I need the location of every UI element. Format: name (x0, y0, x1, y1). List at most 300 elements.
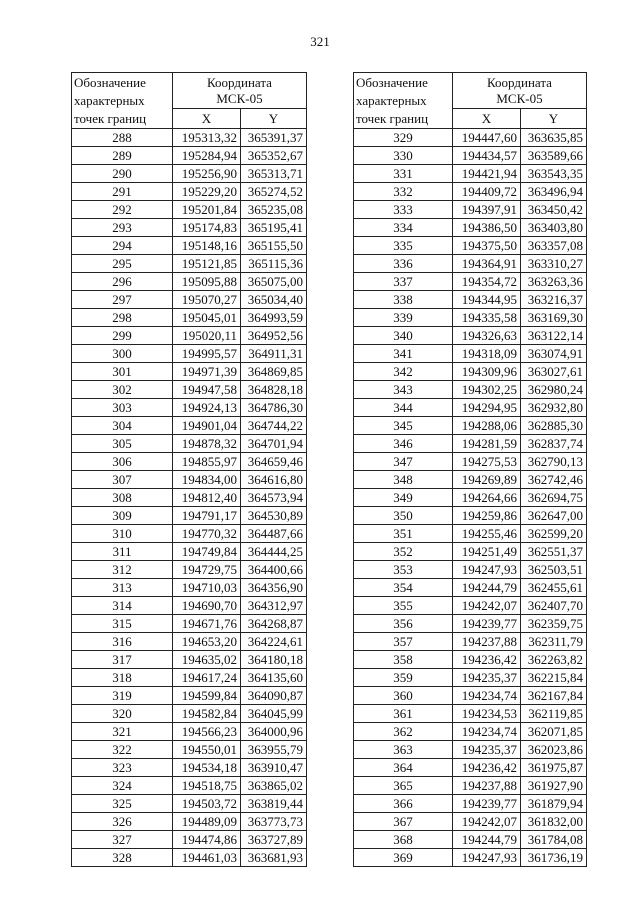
table-row (354, 507, 587, 525)
point-label-header (72, 73, 173, 129)
table-row (72, 723, 307, 741)
point-number-cell: 326 (72, 813, 173, 831)
x-coordinate-cell: 194244,79 (453, 579, 521, 597)
y-coordinate-cell: 362503,51 (521, 561, 587, 579)
point-number-cell: 350 (354, 507, 453, 525)
table-row (354, 165, 587, 183)
x-coordinate-cell: 194878,32 (173, 435, 241, 453)
table-row (72, 741, 307, 759)
x-coordinate-cell: 194770,32 (173, 525, 241, 543)
y-coordinate-cell: 362790,13 (521, 453, 587, 471)
point-number-cell: 345 (354, 417, 453, 435)
y-coordinate-cell: 362980,24 (521, 381, 587, 399)
y-coordinate-cell: 362647,00 (521, 507, 587, 525)
y-coordinate-cell: 362551,37 (521, 543, 587, 561)
point-number-cell: 313 (72, 579, 173, 597)
point-number-cell: 305 (72, 435, 173, 453)
x-coordinate-cell: 194364,91 (453, 255, 521, 273)
table-row (72, 777, 307, 795)
y-coordinate-cell: 363819,44 (241, 795, 307, 813)
y-coordinate-cell: 363589,66 (521, 147, 587, 165)
y-coordinate-cell: 364045,99 (241, 705, 307, 723)
coordinate-title-line-2: МСК-05 (496, 90, 543, 106)
y-coordinate-cell: 363865,02 (241, 777, 307, 795)
x-coordinate-cell: 194635,02 (173, 651, 241, 669)
point-number-cell: 341 (354, 345, 453, 363)
point-number-cell: 331 (354, 165, 453, 183)
x-coordinate-cell: 194409,72 (453, 183, 521, 201)
table-row (354, 543, 587, 561)
x-coordinate-cell: 194671,76 (173, 615, 241, 633)
y-coordinate-cell: 364952,56 (241, 327, 307, 345)
y-coordinate-cell: 364312,97 (241, 597, 307, 615)
point-number-cell: 346 (354, 435, 453, 453)
table-row (354, 291, 587, 309)
x-coordinate-cell: 194239,77 (453, 795, 521, 813)
x-coordinate-cell: 194251,49 (453, 543, 521, 561)
coordinate-title-line-2: МСК-05 (216, 90, 263, 106)
table-row (72, 219, 307, 237)
y-coordinate-cell: 364224,61 (241, 633, 307, 651)
point-number-cell: 292 (72, 201, 173, 219)
point-number-cell: 299 (72, 327, 173, 345)
table-row (354, 489, 587, 507)
table-row (72, 525, 307, 543)
table-row (354, 849, 587, 867)
x-coordinate-cell: 194239,77 (453, 615, 521, 633)
table-row (354, 237, 587, 255)
x-coordinate-cell: 194447,60 (453, 129, 521, 147)
table-row (354, 183, 587, 201)
x-coordinate-cell: 194434,57 (453, 147, 521, 165)
point-number-cell: 298 (72, 309, 173, 327)
x-coordinate-cell: 194247,93 (453, 849, 521, 867)
point-number-cell: 363 (354, 741, 453, 759)
x-coordinate-cell: 194275,53 (453, 453, 521, 471)
coordinate-header (453, 73, 587, 109)
y-coordinate-cell: 364487,66 (241, 525, 307, 543)
y-coordinate-cell: 364828,18 (241, 381, 307, 399)
point-number-cell: 357 (354, 633, 453, 651)
table-row (72, 417, 307, 435)
y-coordinate-cell: 362455,61 (521, 579, 587, 597)
table-row (354, 471, 587, 489)
table-row (354, 201, 587, 219)
table-row (354, 795, 587, 813)
point-number-cell: 336 (354, 255, 453, 273)
y-coordinate-cell: 362599,20 (521, 525, 587, 543)
y-coordinate-cell: 362263,82 (521, 651, 587, 669)
y-coordinate-cell: 365391,37 (241, 129, 307, 147)
point-number-cell: 319 (72, 687, 173, 705)
y-coordinate-cell: 364135,60 (241, 669, 307, 687)
y-coordinate-cell: 364530,89 (241, 507, 307, 525)
point-number-cell: 339 (354, 309, 453, 327)
point-number-cell: 349 (354, 489, 453, 507)
x-coordinate-cell: 194834,00 (173, 471, 241, 489)
point-label-header (354, 73, 453, 129)
table-row (72, 327, 307, 345)
x-coordinate-cell: 195095,88 (173, 273, 241, 291)
table-row (354, 687, 587, 705)
x-coordinate-cell: 194971,39 (173, 363, 241, 381)
x-coordinate-cell: 194386,50 (453, 219, 521, 237)
point-number-cell: 304 (72, 417, 173, 435)
y-coordinate-cell: 362407,70 (521, 597, 587, 615)
coordinates-table-left (71, 72, 307, 867)
y-coordinate-cell: 363027,61 (521, 363, 587, 381)
y-coordinate-cell: 365115,36 (241, 255, 307, 273)
point-number-cell: 315 (72, 615, 173, 633)
y-coordinate-cell: 362215,84 (521, 669, 587, 687)
x-coordinate-cell: 194235,37 (453, 741, 521, 759)
point-number-cell: 354 (354, 579, 453, 597)
x-coordinate-cell: 194236,42 (453, 759, 521, 777)
point-number-cell: 300 (72, 345, 173, 363)
x-coordinate-cell: 194302,25 (453, 381, 521, 399)
table-row (354, 327, 587, 345)
y-coordinate-cell: 364616,80 (241, 471, 307, 489)
y-coordinate-cell: 364911,31 (241, 345, 307, 363)
point-label-line-1: Обозначение (356, 75, 428, 90)
y-coordinate-cell: 362359,75 (521, 615, 587, 633)
point-number-cell: 358 (354, 651, 453, 669)
y-coordinate-cell: 364701,94 (241, 435, 307, 453)
x-coordinate-cell: 195020,11 (173, 327, 241, 345)
table-row (354, 129, 587, 147)
x-coordinate-cell: 194582,84 (173, 705, 241, 723)
point-number-cell: 321 (72, 723, 173, 741)
table-row (354, 669, 587, 687)
table-row (72, 669, 307, 687)
x-coordinate-cell: 194354,72 (453, 273, 521, 291)
table-row (354, 579, 587, 597)
y-coordinate-cell: 362742,46 (521, 471, 587, 489)
x-coordinate-cell: 194534,18 (173, 759, 241, 777)
point-number-cell: 291 (72, 183, 173, 201)
x-coordinate-cell: 194461,03 (173, 849, 241, 867)
x-header: X (453, 109, 521, 129)
table-row (72, 147, 307, 165)
x-coordinate-cell: 194617,24 (173, 669, 241, 687)
x-coordinate-cell: 194421,94 (453, 165, 521, 183)
point-number-cell: 311 (72, 543, 173, 561)
table-row (354, 345, 587, 363)
point-number-cell: 362 (354, 723, 453, 741)
x-coordinate-cell: 194237,88 (453, 633, 521, 651)
x-coordinate-cell: 194309,96 (453, 363, 521, 381)
y-coordinate-cell: 363773,73 (241, 813, 307, 831)
y-coordinate-cell: 364869,85 (241, 363, 307, 381)
x-coordinate-cell: 194234,74 (453, 723, 521, 741)
y-coordinate-cell: 364659,46 (241, 453, 307, 471)
table-row (72, 633, 307, 651)
table-row (354, 705, 587, 723)
y-coordinate-cell: 362119,85 (521, 705, 587, 723)
point-number-cell: 302 (72, 381, 173, 399)
x-coordinate-cell: 194259,86 (453, 507, 521, 525)
table-row (354, 309, 587, 327)
y-coordinate-cell: 365274,52 (241, 183, 307, 201)
table-row (72, 489, 307, 507)
y-coordinate-cell: 364090,87 (241, 687, 307, 705)
table-row (72, 507, 307, 525)
y-coordinate-cell: 364400,66 (241, 561, 307, 579)
y-coordinate-cell: 363450,42 (521, 201, 587, 219)
y-coordinate-cell: 362932,80 (521, 399, 587, 417)
point-number-cell: 338 (354, 291, 453, 309)
point-number-cell: 312 (72, 561, 173, 579)
y-coordinate-cell: 364268,87 (241, 615, 307, 633)
table-row (72, 255, 307, 273)
x-coordinate-cell: 194335,58 (453, 309, 521, 327)
x-coordinate-cell: 194690,70 (173, 597, 241, 615)
point-number-cell: 301 (72, 363, 173, 381)
point-number-cell: 314 (72, 597, 173, 615)
point-number-cell: 365 (354, 777, 453, 795)
y-coordinate-cell: 364993,59 (241, 309, 307, 327)
point-number-cell: 348 (354, 471, 453, 489)
table-row (72, 561, 307, 579)
x-coordinate-cell: 194264,66 (453, 489, 521, 507)
x-coordinate-cell: 194503,72 (173, 795, 241, 813)
y-coordinate-cell: 362071,85 (521, 723, 587, 741)
table-row (354, 435, 587, 453)
table-row (72, 615, 307, 633)
x-coordinate-cell: 194247,93 (453, 561, 521, 579)
y-coordinate-cell: 363727,89 (241, 831, 307, 849)
table-row (354, 831, 587, 849)
y-coordinate-cell: 365155,50 (241, 237, 307, 255)
table-row (72, 237, 307, 255)
y-coordinate-cell: 363074,91 (521, 345, 587, 363)
x-coordinate-cell: 195256,90 (173, 165, 241, 183)
y-coordinate-cell: 365352,67 (241, 147, 307, 165)
y-header: Y (241, 109, 307, 129)
x-coordinate-cell: 194749,84 (173, 543, 241, 561)
point-number-cell: 294 (72, 237, 173, 255)
y-coordinate-cell: 363216,37 (521, 291, 587, 309)
y-coordinate-cell: 363635,85 (521, 129, 587, 147)
y-coordinate-cell: 363122,14 (521, 327, 587, 345)
x-coordinate-cell: 195148,16 (173, 237, 241, 255)
table-row (354, 723, 587, 741)
point-number-cell: 347 (354, 453, 453, 471)
point-number-cell: 289 (72, 147, 173, 165)
point-number-cell: 329 (354, 129, 453, 147)
table-row (354, 597, 587, 615)
point-number-cell: 309 (72, 507, 173, 525)
coordinate-title-line-1: Координата (487, 74, 552, 90)
point-number-cell: 325 (72, 795, 173, 813)
x-coordinate-cell: 194269,89 (453, 471, 521, 489)
point-number-cell: 356 (354, 615, 453, 633)
table-row (354, 651, 587, 669)
table-row (72, 795, 307, 813)
x-coordinate-cell: 194237,88 (453, 777, 521, 795)
point-number-cell: 324 (72, 777, 173, 795)
y-coordinate-cell: 364180,18 (241, 651, 307, 669)
point-number-cell: 328 (72, 849, 173, 867)
table-row (354, 759, 587, 777)
y-coordinate-cell: 365034,40 (241, 291, 307, 309)
table-row (354, 741, 587, 759)
table-row (72, 687, 307, 705)
point-label-line-1: Обозначение (74, 75, 146, 90)
x-coordinate-cell: 194234,74 (453, 687, 521, 705)
point-number-cell: 368 (354, 831, 453, 849)
point-number-cell: 306 (72, 453, 173, 471)
x-coordinate-cell: 194653,20 (173, 633, 241, 651)
x-coordinate-cell: 195229,20 (173, 183, 241, 201)
point-number-cell: 334 (354, 219, 453, 237)
table-row (354, 255, 587, 273)
x-coordinate-cell: 194375,50 (453, 237, 521, 255)
y-coordinate-cell: 362837,74 (521, 435, 587, 453)
x-coordinate-cell: 195284,94 (173, 147, 241, 165)
y-coordinate-cell: 361832,00 (521, 813, 587, 831)
x-coordinate-cell: 195045,01 (173, 309, 241, 327)
table-row (72, 705, 307, 723)
y-coordinate-cell: 365075,00 (241, 273, 307, 291)
point-number-cell: 360 (354, 687, 453, 705)
x-coordinate-cell: 195121,85 (173, 255, 241, 273)
point-number-cell: 320 (72, 705, 173, 723)
y-coordinate-cell: 364000,96 (241, 723, 307, 741)
y-coordinate-cell: 361879,94 (521, 795, 587, 813)
point-number-cell: 322 (72, 741, 173, 759)
table-row (354, 147, 587, 165)
table-row (72, 435, 307, 453)
y-coordinate-cell: 361927,90 (521, 777, 587, 795)
point-number-cell: 316 (72, 633, 173, 651)
y-coordinate-cell: 361784,08 (521, 831, 587, 849)
table-row (354, 813, 587, 831)
y-coordinate-cell: 362023,86 (521, 741, 587, 759)
x-coordinate-cell: 194489,09 (173, 813, 241, 831)
table-row (72, 291, 307, 309)
x-coordinate-cell: 194255,46 (453, 525, 521, 543)
y-coordinate-cell: 363681,93 (241, 849, 307, 867)
x-coordinate-cell: 194855,97 (173, 453, 241, 471)
table-row (72, 165, 307, 183)
y-coordinate-cell: 363310,27 (521, 255, 587, 273)
table-row (354, 273, 587, 291)
x-coordinate-cell: 195174,83 (173, 219, 241, 237)
point-number-cell: 290 (72, 165, 173, 183)
point-number-cell: 353 (354, 561, 453, 579)
table-row (72, 309, 307, 327)
y-coordinate-cell: 363910,47 (241, 759, 307, 777)
point-number-cell: 317 (72, 651, 173, 669)
y-coordinate-cell: 364786,30 (241, 399, 307, 417)
point-number-cell: 333 (354, 201, 453, 219)
y-coordinate-cell: 365235,08 (241, 201, 307, 219)
point-number-cell: 364 (354, 759, 453, 777)
point-label-line-3: точек границ (74, 111, 147, 126)
x-coordinate-cell: 194326,63 (453, 327, 521, 345)
x-coordinate-cell: 194318,09 (453, 345, 521, 363)
point-number-cell: 335 (354, 237, 453, 255)
y-coordinate-cell: 365195,41 (241, 219, 307, 237)
table-row (72, 651, 307, 669)
table-row (72, 543, 307, 561)
x-coordinate-cell: 194729,75 (173, 561, 241, 579)
x-header: X (173, 109, 241, 129)
point-number-cell: 342 (354, 363, 453, 381)
coordinate-header (173, 73, 307, 109)
point-number-cell: 359 (354, 669, 453, 687)
point-number-cell: 369 (354, 849, 453, 867)
point-number-cell: 337 (354, 273, 453, 291)
table-row (72, 759, 307, 777)
y-coordinate-cell: 362694,75 (521, 489, 587, 507)
x-coordinate-cell: 194242,07 (453, 597, 521, 615)
point-number-cell: 295 (72, 255, 173, 273)
x-coordinate-cell: 194791,17 (173, 507, 241, 525)
point-number-cell: 351 (354, 525, 453, 543)
point-number-cell: 323 (72, 759, 173, 777)
x-coordinate-cell: 195201,84 (173, 201, 241, 219)
table-row (354, 777, 587, 795)
point-label-line-2: характерных (356, 93, 427, 108)
y-coordinate-cell: 362167,84 (521, 687, 587, 705)
y-coordinate-cell: 364744,22 (241, 417, 307, 435)
point-number-cell: 307 (72, 471, 173, 489)
point-number-cell: 308 (72, 489, 173, 507)
point-number-cell: 318 (72, 669, 173, 687)
y-coordinate-cell: 363543,35 (521, 165, 587, 183)
table-row (354, 525, 587, 543)
table-row (354, 219, 587, 237)
point-label-line-3: точек границ (356, 111, 429, 126)
table-row (354, 381, 587, 399)
x-coordinate-cell: 195070,27 (173, 291, 241, 309)
page-number: 321 (310, 34, 330, 49)
y-coordinate-cell: 363357,08 (521, 237, 587, 255)
point-number-cell: 330 (354, 147, 453, 165)
point-number-cell: 340 (354, 327, 453, 345)
y-header: Y (521, 109, 587, 129)
table-row (72, 363, 307, 381)
table-row (354, 561, 587, 579)
point-number-cell: 327 (72, 831, 173, 849)
x-coordinate-cell: 194812,40 (173, 489, 241, 507)
point-number-cell: 310 (72, 525, 173, 543)
table-row (72, 579, 307, 597)
y-coordinate-cell: 363955,79 (241, 741, 307, 759)
point-number-cell: 343 (354, 381, 453, 399)
table-row (72, 453, 307, 471)
point-number-cell: 296 (72, 273, 173, 291)
table-row (72, 129, 307, 147)
point-number-cell: 366 (354, 795, 453, 813)
x-coordinate-cell: 194901,04 (173, 417, 241, 435)
table-row (72, 849, 307, 867)
x-coordinate-cell: 194244,79 (453, 831, 521, 849)
point-number-cell: 297 (72, 291, 173, 309)
point-number-cell: 367 (354, 813, 453, 831)
point-number-cell: 293 (72, 219, 173, 237)
y-coordinate-cell: 361975,87 (521, 759, 587, 777)
x-coordinate-cell: 195313,32 (173, 129, 241, 147)
x-coordinate-cell: 194236,42 (453, 651, 521, 669)
x-coordinate-cell: 194599,84 (173, 687, 241, 705)
x-coordinate-cell: 194995,57 (173, 345, 241, 363)
y-coordinate-cell: 363169,30 (521, 309, 587, 327)
point-number-cell: 355 (354, 597, 453, 615)
table-row (72, 831, 307, 849)
